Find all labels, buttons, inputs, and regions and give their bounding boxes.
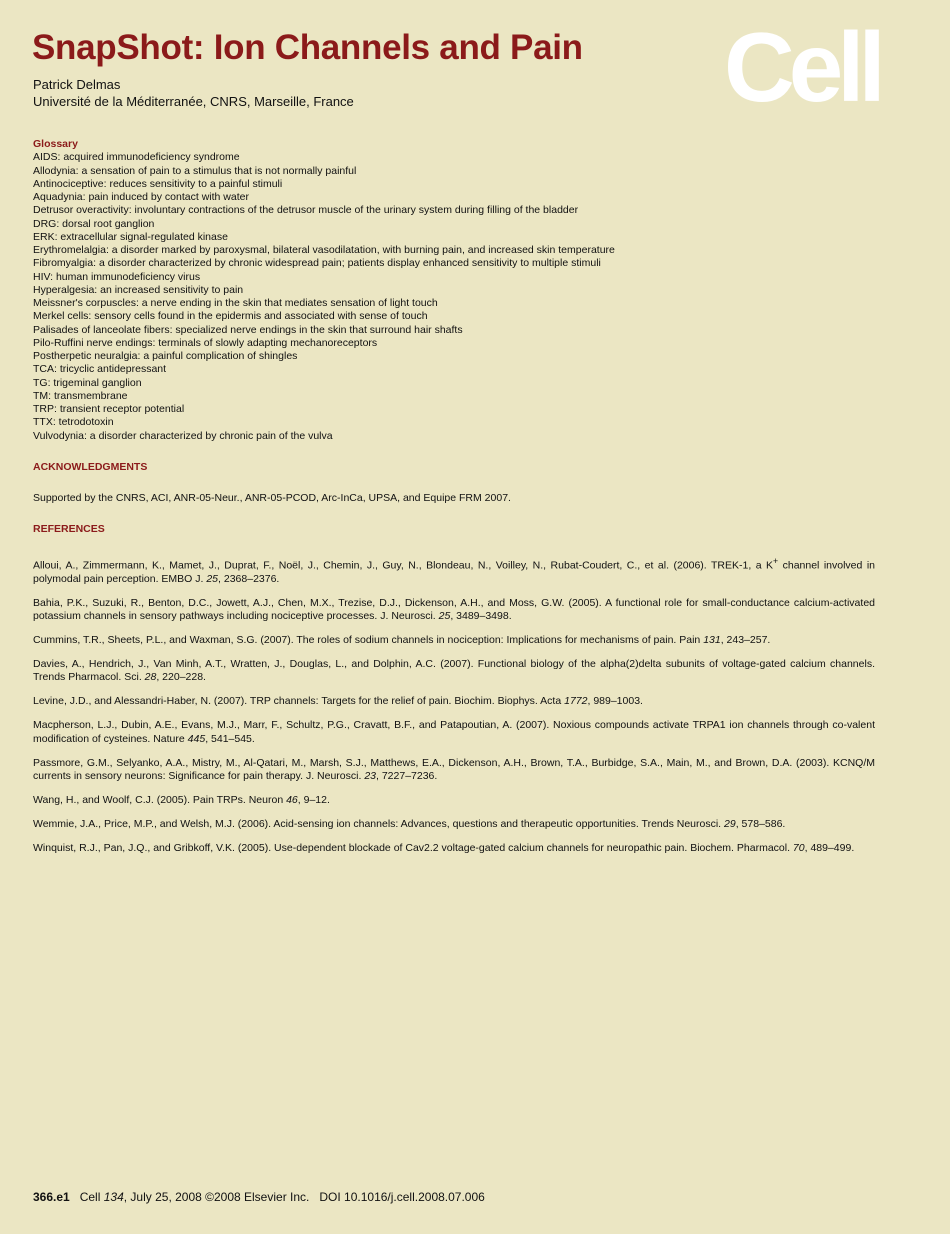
acknowledgments-text: Supported by the CNRS, ACI, ANR-05-Neur., ANR-05-PCOD, Arc-InCa, UPSA, and Equipe FRM 2007.: [33, 492, 511, 504]
reference-pages: , 9–12.: [297, 793, 330, 806]
author-affiliation: Université de la Méditerranée, CNRS, Marseille, France: [33, 94, 354, 109]
references-list: [33, 555, 875, 866]
glossary-item: AIDS: acquired immunodeficiency syndrome: [33, 151, 240, 164]
author-block: [33, 76, 354, 110]
reference-text: Wang, H., and Woolf, C.J. (2005). Pain TRPs. Neuron: [33, 793, 287, 806]
reference-text: Macpherson, L.J., Dubin, A.E., Evans, M.J., Marr, F., Schultz, P.G., Cravatt, B.F., and Patapoutian, A. (2007). Noxious compounds activate TRPA1 ion channels through co-valent modification of cysteines. Nature: [33, 719, 875, 745]
reference-text: Passmore, G.M., Selyanko, A.A., Mistry, M., Al-Qatari, M., Marsh, S.J., Matthews, E.A., Dickenson, A.H., Brown, T.A., Burbidge, S.A., Main, M., and Brown, D.A. (2003). KCNQ/M currents in sensory neurons: Significance for pain therapy. J. Neurosci.: [33, 756, 875, 782]
glossary-item: Hyperalgesia: an increased sensitivity to pain: [33, 283, 244, 296]
page-title: SnapShot: Ion Channels and Pain: [32, 28, 583, 67]
glossary-item: Merkel cells: sensory cells found in the epidermis and associated with sense of touch: [33, 310, 428, 323]
reference-item: [33, 555, 875, 586]
footer-volume: 134: [103, 1190, 124, 1204]
glossary-item: Meissner's corpuscles: a nerve ending in the skin that mediates sensation of light touch: [33, 297, 438, 309]
reference-item: [33, 719, 875, 746]
reference-item: [33, 695, 875, 708]
glossary-item: Erythromelalgia: a disorder marked by paroxysmal, bilateral vasodilatation, with burning pain, and increased skin temperature: [33, 244, 615, 256]
reference-item: [33, 818, 875, 831]
reference-volume: 131: [703, 634, 721, 647]
glossary-item: Aquadynia: pain induced by contact with water: [33, 191, 249, 203]
reference-volume: 445: [187, 732, 206, 745]
glossary-item: Antinociceptive: reduces sensitivity to a painful stimuli: [33, 177, 283, 190]
reference-pages: , 489–499.: [804, 841, 855, 854]
reference-volume: 29: [724, 817, 736, 830]
reference-volume: 70: [792, 841, 805, 854]
reference-volume: 46: [286, 793, 298, 806]
journal-logo: Cell: [724, 12, 880, 122]
glossary-list: [33, 151, 893, 443]
reference-volume: 28: [144, 671, 157, 684]
reference-volume: 25: [206, 572, 219, 585]
reference-item: [33, 597, 875, 624]
reference-item: [33, 842, 875, 855]
reference-item: [33, 794, 875, 807]
author-name: Patrick Delmas: [33, 77, 121, 92]
reference-pages: , 243–257.: [720, 634, 771, 647]
glossary-item: Allodynia: a sensation of pain to a stimulus that is not normally painful: [33, 164, 357, 177]
footer-date: , July 25, 2008 ©2008 Elsevier Inc.: [123, 1190, 310, 1204]
reference-pages: , 578–586.: [735, 817, 786, 830]
reference-pages: , 989–1003.: [587, 695, 643, 708]
reference-text: Winquist, R.J., Pan, J.Q., and Gribkoff, V.K. (2005). Use-dependent blockade of Cav2.2 voltage-gated calcium channels for neuropathic pain. Biochem. Pharmacol.: [33, 841, 793, 854]
glossary-item: TM: transmembrane: [33, 389, 128, 402]
footer-journal: Cell: [79, 1190, 101, 1204]
reference-text: Davies, A., Hendrich, J., Van Minh, A.T., Wratten, J., Douglas, L., and Dolphin, A.C. (2007). Functional biology of the alpha(2)delta subunits of voltage-gated calcium channels. Trends Pharmacol. Sci.: [33, 658, 875, 684]
reference-volume: 1772: [564, 695, 588, 708]
reference-text: Bahia, P.K., Suzuki, R., Benton, D.C., Jowett, A.J., Chen, M.X., Trezise, D.J., Dickenson, A.H., and Moss, G.W. (2005). A functional role for small-conductance calcium-activated potassium channels in sensory pathways including nociceptive processes. J. Neurosci.: [33, 596, 875, 623]
glossary-item: DRG: dorsal root ganglion: [33, 217, 155, 230]
reference-text: Levine, J.D., and Alessandri-Haber, N. (2007). TRP channels: Targets for the relief of pain. Biochim. Biophys. Acta: [33, 695, 565, 708]
footer-doi: DOI 10.1016/j.cell.2008.07.006: [319, 1190, 485, 1204]
reference-item: [33, 757, 875, 784]
glossary-item: TTX: tetrodotoxin: [33, 416, 114, 429]
reference-volume: 25: [438, 610, 451, 623]
glossary-item: TCA: tricyclic antidepressant: [33, 363, 167, 376]
reference-text: Wemmie, J.A., Price, M.P., and Welsh, M.J. (2006). Acid-sensing ion channels: Advances, questions and therapeutic opportunities. Trends Neurosci.: [33, 817, 725, 830]
references-heading: REFERENCES: [33, 523, 105, 535]
glossary-item: Palisades of lanceolate fibers: specialized nerve endings in the skin that surround hair shafts: [33, 323, 463, 336]
page-number: 366.e1: [33, 1190, 70, 1204]
reference-text: channel involved in polymodal pain perception. EMBO J.: [33, 559, 875, 585]
acknowledgments-heading: ACKNOWLEDGMENTS: [33, 461, 148, 473]
glossary-item: Postherpetic neuralgia: a painful complication of shingles: [33, 350, 298, 362]
reference-pages: , 2368–2376.: [218, 572, 280, 585]
reference-item: [33, 634, 875, 647]
reference-pages: , 7227–7236.: [376, 769, 438, 782]
glossary-item: TG: trigeminal ganglion: [33, 376, 142, 389]
glossary-heading: Glossary: [33, 138, 78, 150]
glossary-item: Pilo-Ruffini nerve endings: terminals of slowly adapting mechanoreceptors: [33, 336, 378, 349]
reference-item: [33, 658, 875, 685]
reference-pages: , 541–545.: [205, 732, 255, 745]
page-footer: [33, 1190, 485, 1204]
reference-pages: , 3489–3498.: [450, 610, 512, 623]
reference-pages: , 220–228.: [156, 671, 206, 684]
glossary-item: HIV: human immunodeficiency virus: [33, 270, 201, 283]
reference-text: Cummins, T.R., Sheets, P.L., and Waxman, S.G. (2007). The roles of sodium channels in nociception: Implications for mechanisms of pain. Pain: [33, 634, 704, 647]
reference-text: Alloui, A., Zimmermann, K., Mamet, J., Duprat, F., Noël, J., Chemin, J., Guy, N., Blondeau, N., Voilley, N., Rubat-Coudert, C., et al. (2006). TREK-1, a K: [33, 559, 774, 572]
glossary-item: Fibromyalgia: a disorder characterized by chronic widespread pain; patients display enhanced sensitivity to multiple stimuli: [33, 257, 601, 270]
glossary-item: Detrusor overactivity: involuntary contractions of the detrusor muscle of the urinary system during filling of the bladder: [33, 204, 579, 217]
glossary-item: TRP: transient receptor potential: [33, 403, 185, 415]
glossary-item: Vulvodynia: a disorder characterized by chronic pain of the vulva: [33, 429, 333, 442]
glossary-item: ERK: extracellular signal-regulated kinase: [33, 230, 228, 243]
glossary-section: [33, 138, 893, 443]
reference-volume: 23: [364, 769, 376, 782]
reference-superscript: +: [773, 556, 779, 566]
